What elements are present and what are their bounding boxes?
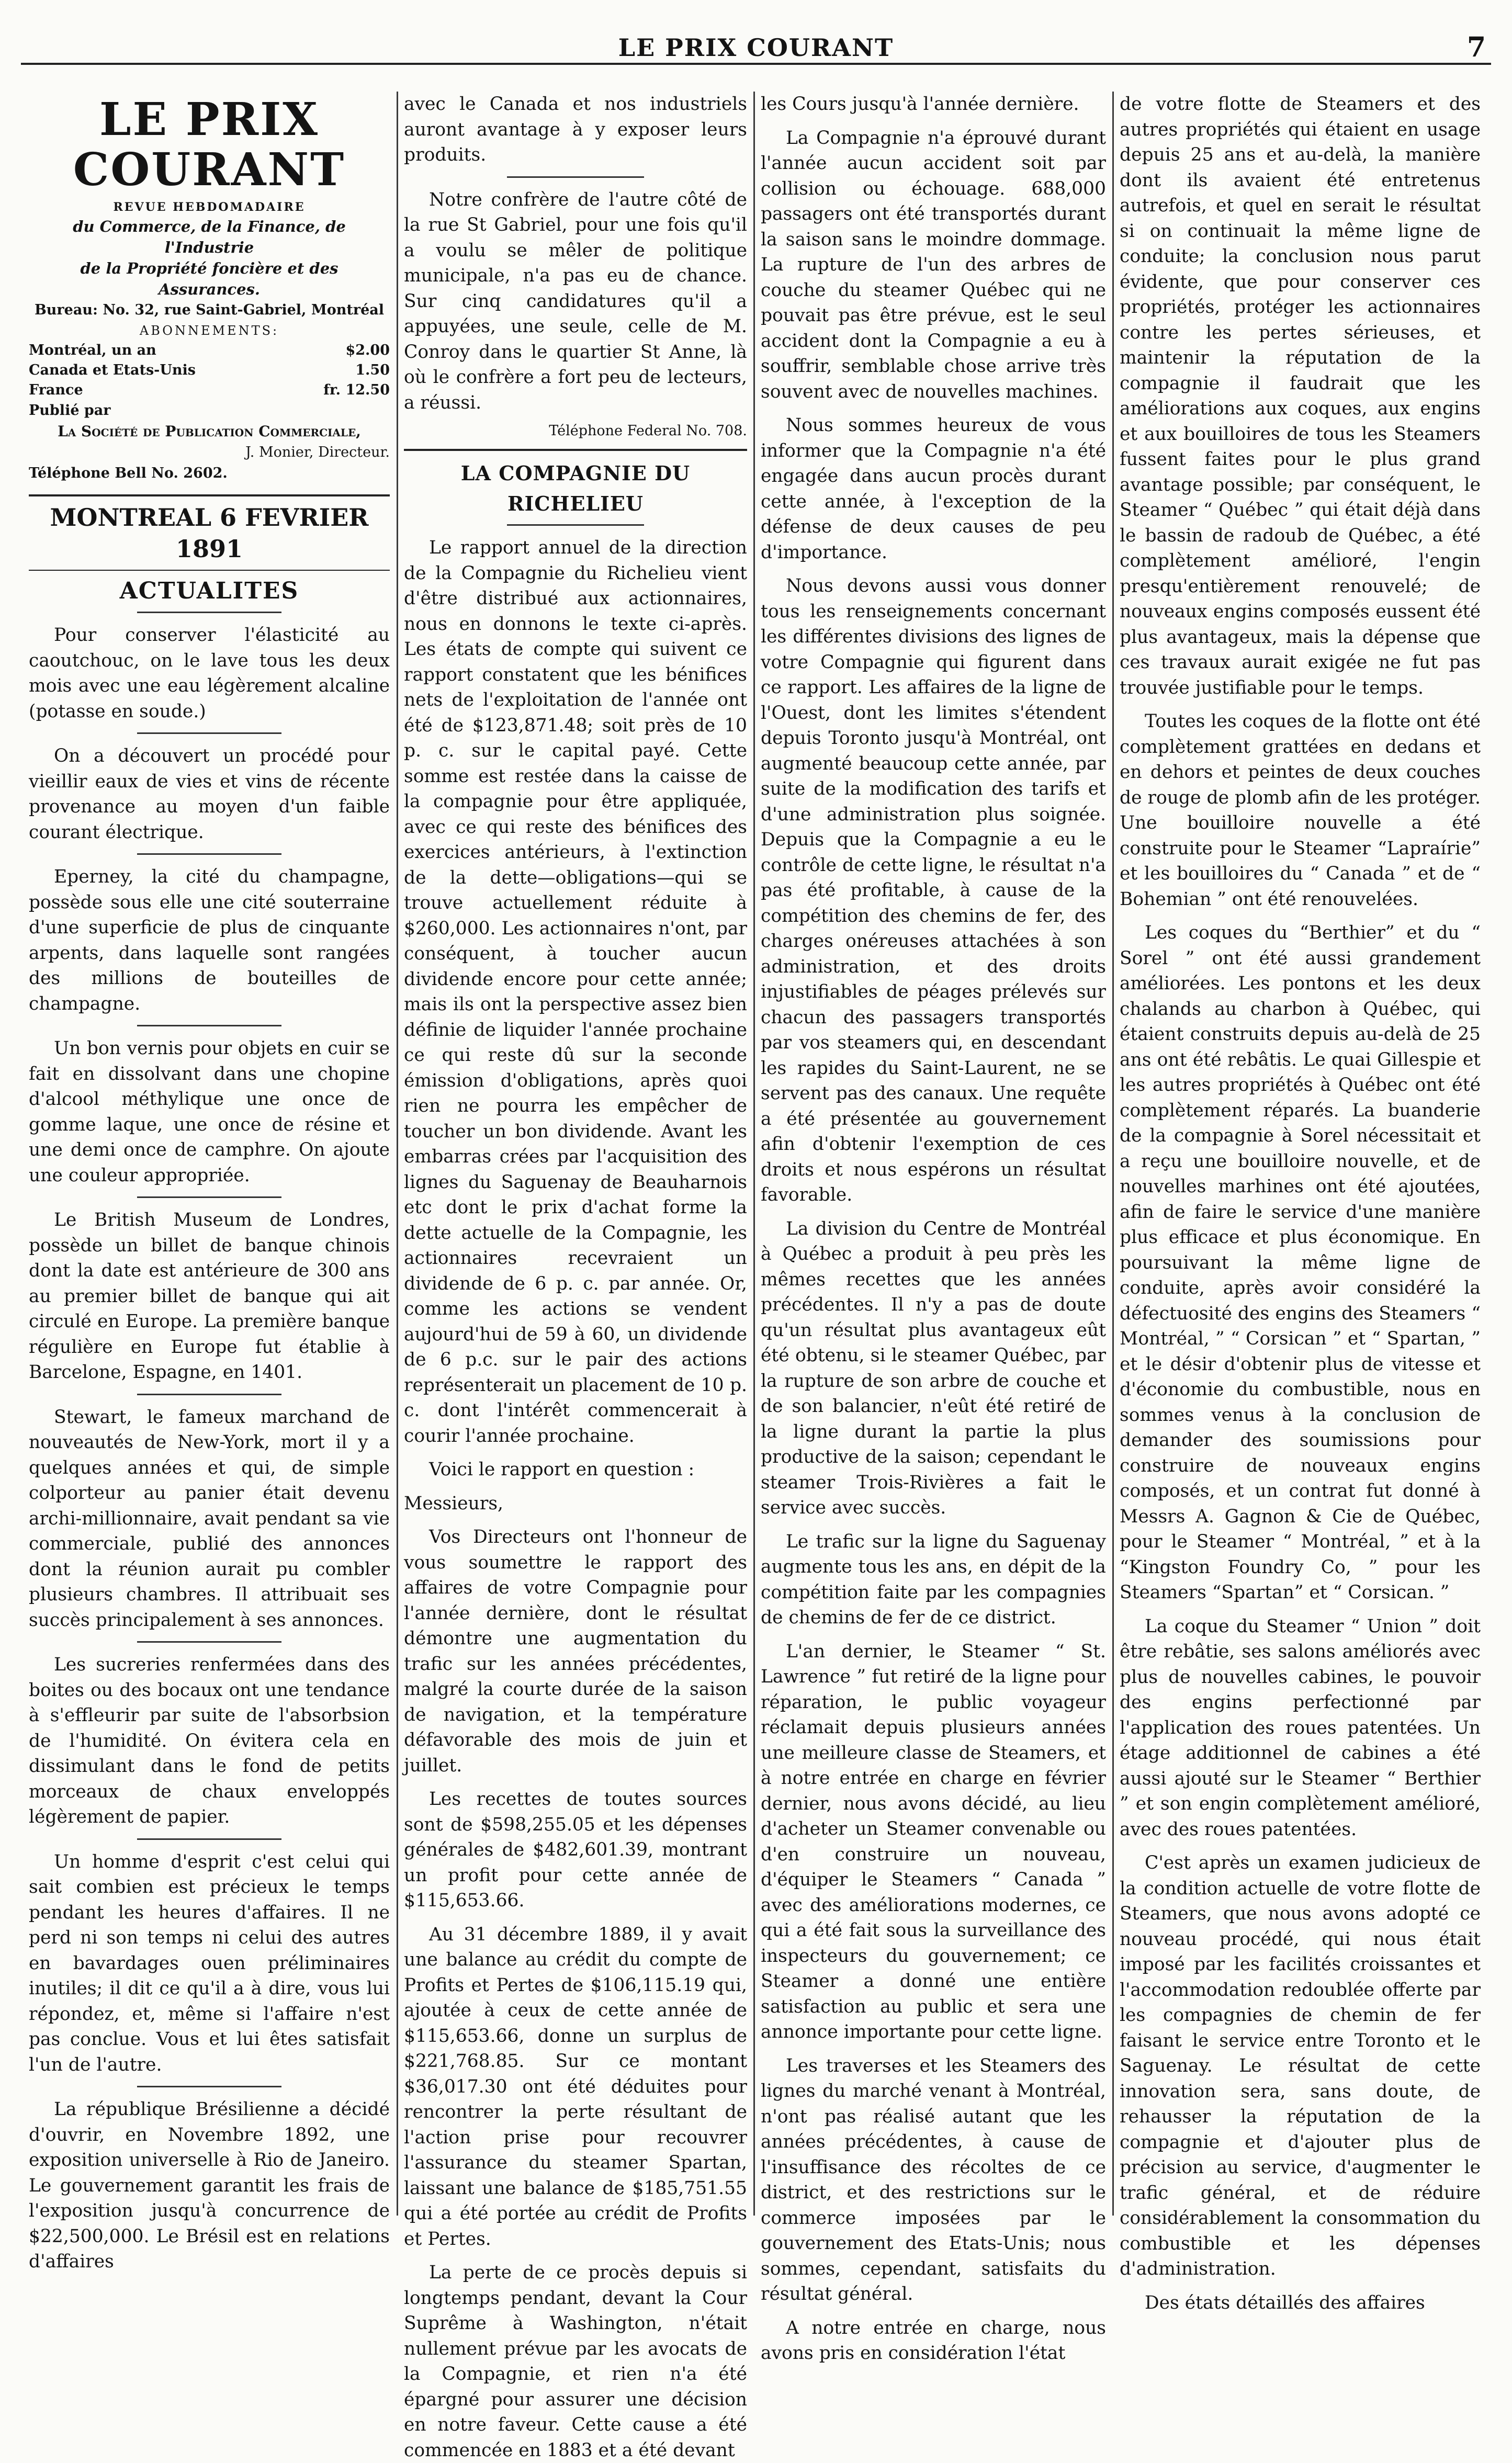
column-3 (761, 92, 1106, 2364)
masthead-title: LE PRIX COURANT (73, 93, 346, 196)
separator (137, 1196, 281, 1198)
price-place: Montréal, un an (29, 342, 156, 358)
telephone-bell: Téléphone Bell No. 2602. (29, 465, 228, 481)
price-row (29, 341, 390, 360)
price-amount: $2.00 (345, 342, 390, 358)
masthead-revue: REVUE HEBDOMADAIRE (113, 200, 306, 214)
article-paragraph: Les recettes de toutes sources sont de $598,255.05 et les dépenses générales de $482,601.39, montrant un profit pour cette année de $115,653.66. (404, 1789, 747, 1911)
separator (137, 1641, 281, 1643)
separator (137, 853, 281, 855)
separator (137, 1394, 281, 1395)
news-item: Notre confrère de l'autre côté de la rue St Gabriel, pour une fois qu'il a voulu se mêler de politique municipale, n'a pas eu de chance. Sur cinq candidatures qu'il a appuyées, une seule, celle de M. Conroy dans le quartier St Anne, là où le confrère a fort peu de lecteurs, a réussi. (404, 189, 747, 413)
masthead-bureau: Bureau: No. 32, rue Saint-Gabriel, Montréal (34, 302, 385, 318)
article-paragraph: C'est après un examen judicieux de la condition actuelle de votre flotte de Steamers, que nous avons adopté ce nouveau procédé, qui nous était imposé par les facilités croissantes et l'accommodation redoublée offerte par les compagnies de chemin de fer faisant le service entre Toronto et le Saguenay. Le résultat de cette innovation sera, sans doute, de rehausser la réputation de la compagnie et d'ajouter plus de précision au service, d'augmenter le trafic général, et de réduire considérablement la consommation du combustible et les dépenses d'administration. (1120, 1852, 1481, 2279)
news-item: Eperney, la cité du champagne, possède sous elle une cité souterraine d'une superficie de plus de cinquante arpents, dans laquelle sont rangées des millions de bouteilles de champagne. (29, 866, 390, 1014)
running-head-title: LE PRIX COURANT (618, 33, 894, 62)
article-paragraph: Vos Directeurs ont l'honneur de vous soumettre le rapport des affaires de votre Compagnie pour l'année dernière, dont le résultat démontre une augmentation du trafic sur les années précédentes, malgré la courte durée de la saison de navigation, et la température défavorable des mois de juin et juillet. (404, 1527, 747, 1776)
masthead-abonnements: ABONNEMENTS: (139, 323, 279, 338)
article-paragraph: Le trafic sur la ligne du Saguenay augmente tous les ans, en dépit de la compétition faite par les compagnies de chemins de fer de ce district. (761, 1531, 1106, 1628)
separator (137, 1838, 281, 1840)
continued-text: avec le Canada et nos industriels auront avantage à y exposer leurs produits. (404, 94, 747, 165)
article-paragraph: Nous devons aussi vous donner tous les renseignements concernant les différentes divisions des lignes de votre Compagnie qui figurent dans ce rapport. Les affaires de la ligne de l'Ouest, dont les limites s'étendent depuis Toronto jusqu'à Montréal, ont augmenté beaucoup cette année, par suite de la modification des tarifs et d'une administration plus soignée. Depuis que la Compagnie a eu le contrôle de cette ligne, le résultat n'a pas été profitable, à cause de la compétition des chemins de fer, des charges onéreuses attachées à son administration, et des droits injustifiables de péages prélevés sur chacun des passagers transportés par vos steamers qui, en descendant les rapides du Saint-Laurent, ne se servent pas des canaux. Une requête a été présentée au gouvernement afin d'obtenir l'exemption de ces droits et nous espérons un résultat favorable. (761, 575, 1106, 1205)
article-paragraph: L'an dernier, le Steamer “ St. Lawrence ” fut retiré de la ligne pour réparation, le public voyageur réclamait depuis plusieurs années une meilleure classe de Steamers, et à notre entrée en charge en février dernier, nous avons décidé, au lieu d'acheter un Steamer convenable ou d'en construire un nouveau, d'équiper le Steamers “ Canada ” avec des améliorations modernes, ce qui a été fait sous la surveillance des inspecteurs du gouvernement; ce Steamer a donné une entière satisfaction au public et sera une annonce importante pour cette ligne. (761, 1641, 1106, 2042)
article-paragraph: Les coques du “Berthier” et du “ Sorel ” ont été aussi grandement améliorées. Les pontons et les deux chalands au charbon à Québec, qui étaient construits depuis au-delà de 25 ans ont été rebâtis. Le quai Gillespie et les autres propriétés à Québec ont été complètement réparés. La buanderie de la compagnie à Sorel nécessitait et a reçu une bouilloire nouvelle, et de nouvelles marhines ont été ajoutées, afin de faire le service d'une manière plus efficace et plus économique. En poursuivant la même ligne de conduite, après avoir considéré la défectuosité des engins des Steamers “ Montréal, ” “ Corsican ” et “ Spartan, ” et le désir d'obtenir plus de vitesse et d'économie du combustible, nous en sommes venus à la conclusion de demander des soumissions pour construire de nouveaux engins composés, et un contrat fut donné à Messrs A. Gagnon & Cie de Québec, pour le Steamer “ Montréal, ” et à la “Kingston Foundry Co, ” pour les Steamers “Spartan” et “ Corsican. ” (1120, 922, 1481, 1603)
news-item: On a découvert un procédé pour vieillir eaux de vies et vins de récente provenance au moyen d'un faible courant électrique. (29, 745, 390, 843)
article-paragraph: La perte de ce procès depuis si longtemps pendant, devant la Cour Suprême à Washington, n'était nullement prévue par les avocats de la Compagnie, et rien n'a été épargné pour assurer une décision en notre faveur. Cette cause a été commencée en 1883 et a été devant (404, 2262, 747, 2461)
separator (137, 1025, 281, 1026)
separator (507, 176, 644, 178)
separator (507, 524, 644, 526)
article-paragraph: La coque du Steamer “ Union ” doit être rebâtie, ses salons améliorés avec plus de nouvelles cabines, le pouvoir des engins perfectionné par l'application des roues patentées. Un étage additionnel de cabines a été aussi ajouté sur le Steamer “ Berthier ” et son engin complètement amélioré, avec des roues patentées. (1120, 1615, 1481, 1840)
page-number: 7 (1466, 31, 1486, 63)
news-item: Le British Museum de Londres, possède un billet de banque chinois dont la date est antérieure de 300 ans au premier billet de banque qui ait circulé en Europe. La première banque régulière en Europe fut établie à Barcelone, Espagne, en 1401. (29, 1210, 390, 1383)
news-item: Un homme d'esprit c'est celui qui sait combien est précieux le temps pendant les heures d'affaires. Il ne perd ni son temps ni celui des autres en bavardages ouen préliminaires inutiles; il dit ce qu'il a à dire, vous lui répondez, et, même si l'affaire n'est pas conclue. Vous et lui êtes satisfait l'un de l'autre. (29, 1851, 390, 2075)
price-amount: 1.50 (355, 362, 390, 378)
column-1 (29, 92, 390, 2272)
news-item: Les sucreries renfermées dans des boites ou des bocaux ont une tendance à s'effleurir par suite de l'absorbsion de l'humidité. On évitera cela en dissimulant dans le fond de petits morceaux de chaux enveloppés légèrement de papier. (29, 1654, 390, 1827)
article-paragraph: Messieurs, (404, 1493, 503, 1514)
price-amount: fr. 12.50 (323, 382, 390, 398)
running-head (21, 31, 1491, 65)
separator (404, 449, 747, 451)
separator (137, 612, 281, 613)
date-heading: MONTREAL 6 FEVRIER 1891 (29, 494, 390, 571)
column-rule (753, 92, 755, 2216)
news-item: La république Brésilienne a décidé d'ouvrir, en Novembre 1892, une exposition universelle à Rio de Janeiro. Le gouvernement garantit les frais de l'exposition jusqu'à concurrence de $22,500,000. Le Brésil est en relations d'affaires (29, 2099, 390, 2272)
article-paragraph: La division du Centre de Montréal à Québec a produit à peu près les mêmes recettes que les années précédentes. Il n'y a pas de doute qu'un résultat plus avantageux eût été obtenu, si le steamer Québec, par la rupture de son arbre de couche et de son balancier, n'eût été retiré de la ligne durant la partie la plus productive de la saison; cependant le steamer Trois-Rivières a fait le service avec succès. (761, 1218, 1106, 1518)
column-4 (1120, 92, 1481, 2313)
news-item: Un bon vernis pour objets en cuir se fait en dissolvant dans une chopine d'alcool méthylique une once de gomme laque, une once de résine et une demi once de camphre. On ajoute une couleur appropriée. (29, 1038, 390, 1186)
publisher-director: J. Monier, Directeur. (245, 444, 390, 460)
publisher-society: La Société de Publication Commerciale, (58, 423, 361, 440)
separator (137, 2086, 281, 2087)
article-paragraph: A notre entrée en charge, nous avons pris en considération l'état (761, 2317, 1106, 2364)
publie-par: Publié par (29, 402, 111, 419)
article-paragraph: Voici le rapport en question : (429, 1459, 695, 1480)
price-row (29, 360, 390, 380)
article-paragraph: Les traverses et les Steamers des lignes du marché venant à Montréal, n'ont pas réalisé autant que les années précédentes, à cause de l'insuffisance des récoltes de ce district, et des restrictions sur le commerce imposées par le gouvernement des Etats-Unis; nous sommes, cependant, satisfaits du résultat général. (761, 2055, 1106, 2304)
column-rule (397, 92, 398, 2216)
section-heading-actualites: ACTUALITES (119, 578, 299, 604)
price-place: France (29, 382, 83, 398)
article-paragraph: La Compagnie n'a éprouvé durant l'année aucun accident soit par collision ou échouage. 688,000 passagers ont été transportés durant la saison sans le moindre dommage. La rupture de l'un des arbres de couche du steamer Québec qui ne pouvait pas être prévue, est le seul accident dont la Compagnie a eu à souffrir, semblable chose arrive très souvent avec de nouvelles machines. (761, 127, 1106, 402)
article-paragraph: Au 31 décembre 1889, il y avait une balance au crédit du compte de Profits et Pertes de $106,115.19 qui, ajoutée à ceux de cette année de $115,653.66, donne un surplus de $221,768.85. Sur ce montant $36,017.30 ont été déduites pour rencontrer la perte résultant de l'action prise pour recouvrer l'assurance du steamer Spartan, laissant une balance de $185,751.55 qui a été portée au crédit de Profits et Pertes. (404, 1924, 747, 2250)
article-paragraph: Toutes les coques de la flotte ont été complètement grattées en dedans et en dehors et peintes de deux couches de rouge de plomb afin de les protéger. Une bouilloire nouvelle a été construite pour le Steamer “Lapraírie” et les bouilloires du “ Canada ” et de “ Bohemian ” ont été renouvelées. (1120, 711, 1481, 910)
column-rule (1112, 92, 1114, 2216)
price-row (29, 380, 390, 400)
article-paragraph: Nous sommes heureux de vous informer que la Compagnie n'a été engagée dans aucun procès durant cette année, à l'exception de la défense de deux causes de peu d'importance. (761, 415, 1106, 563)
article-paragraph: de votre flotte de Steamers et des autres propriétés qui étaient en usage depuis 25 ans et au-delà, la manière dont ils avaient été entretenus autrefois, et quel en serait le résultat si on continuait la même ligne de conduite; la conclusion nous parut évidente, que pour conserver ces propriétés, protéger les actionnaires contre les pertes sérieuses, et maintenir la réputation de la compagnie il faudrait que les améliorations aux coques, aux engins et aux bouilloires de tous les Steamers fussent faites pour le plus grand avantage possible; par conséquent, le Steamer “ Québec ” qui était déjà dans le bassin de radoub de Québec, a été complètement amélioré, l'engin presqu'entièrement renouvelé; de nouveaux engins composés eussent été plus avantageux, mais la dépense que ces travaux aurait exigée ne fut pas trouvée justifiable pour le temps. (1120, 94, 1481, 698)
masthead-subtitle-1: du Commerce, de la Finance, de l'Industrie (73, 218, 346, 256)
news-item: Stewart, le fameux marchand de nouveautés de New-York, mort il y a quelques années et qui, de simple colporteur au panier était devenu archi-millionnaire, avait pendant sa vie commerciale, publié des annonces dont la réunion aurait pu combler plusieurs chambres. Il attribuait ses succès principalement à ses annonces. (29, 1406, 390, 1631)
article-paragraph: Le rapport annuel de la direction de la Compagnie du Richelieu vient d'être distribué aux actionnaires, nous en donnons le texte ci-après. Les états de compte qui suivent ce rapport constatent que les bénifices nets de l'exploitation de l'année ont été de $123,871.48; soit près de 10 p. c. sur le capital payé. Cette somme est restée dans la caisse de la compagnie pour être appliquée, avec ce qui reste des bénifices des exercices antérieurs, à l'extinction de la dette—obligations—qui se trouve actuellement réduite à $260,000. Les actionnaires n'ont, par conséquent, à toucher aucun dividende encore pour cette année; mais ils ont la perspective assez bien définie de liquider l'année prochaine ce qui reste dû sur la seconde émission d'obligations, après quoi rien ne pourra les empêcher de toucher un bon dividende. Avant les embarras crées par l'acquisition des lignes du Saguenay de Beauharnois etc dont le prix d'achat forme la dette actuelle de la Compagnie, les actionnaires recevraient un dividende de 6 p. c. par année. Or, comme les actions se vendent aujourd'hui de 59 à 60, un dividende de 6 p.c. sur le pair des actions représenterait un placement de 10 p. c. dont l'intérêt commencerait à courir l'année prochaine. (404, 537, 747, 1447)
telephone-federal: Téléphone Federal No. 708. (549, 423, 747, 439)
article-paragraph: Des états détaillés des affaires (1145, 2292, 1425, 2313)
separator (137, 732, 281, 734)
article-heading: LA COMPAGNIE DU RICHELIEU (460, 461, 691, 515)
masthead-subtitle-2: de la Propriété foncière et des Assurances. (80, 259, 338, 298)
news-item: Pour conserver l'élasticité au caoutchouc, on le lave tous les deux mois avec une eau légèrement alcaline (potasse en soude.) (29, 625, 390, 722)
price-place: Canada et Etats-Unis (29, 362, 196, 378)
column-2 (404, 92, 747, 2461)
article-paragraph: les Cours jusqu'à l'année dernière. (761, 94, 1079, 115)
